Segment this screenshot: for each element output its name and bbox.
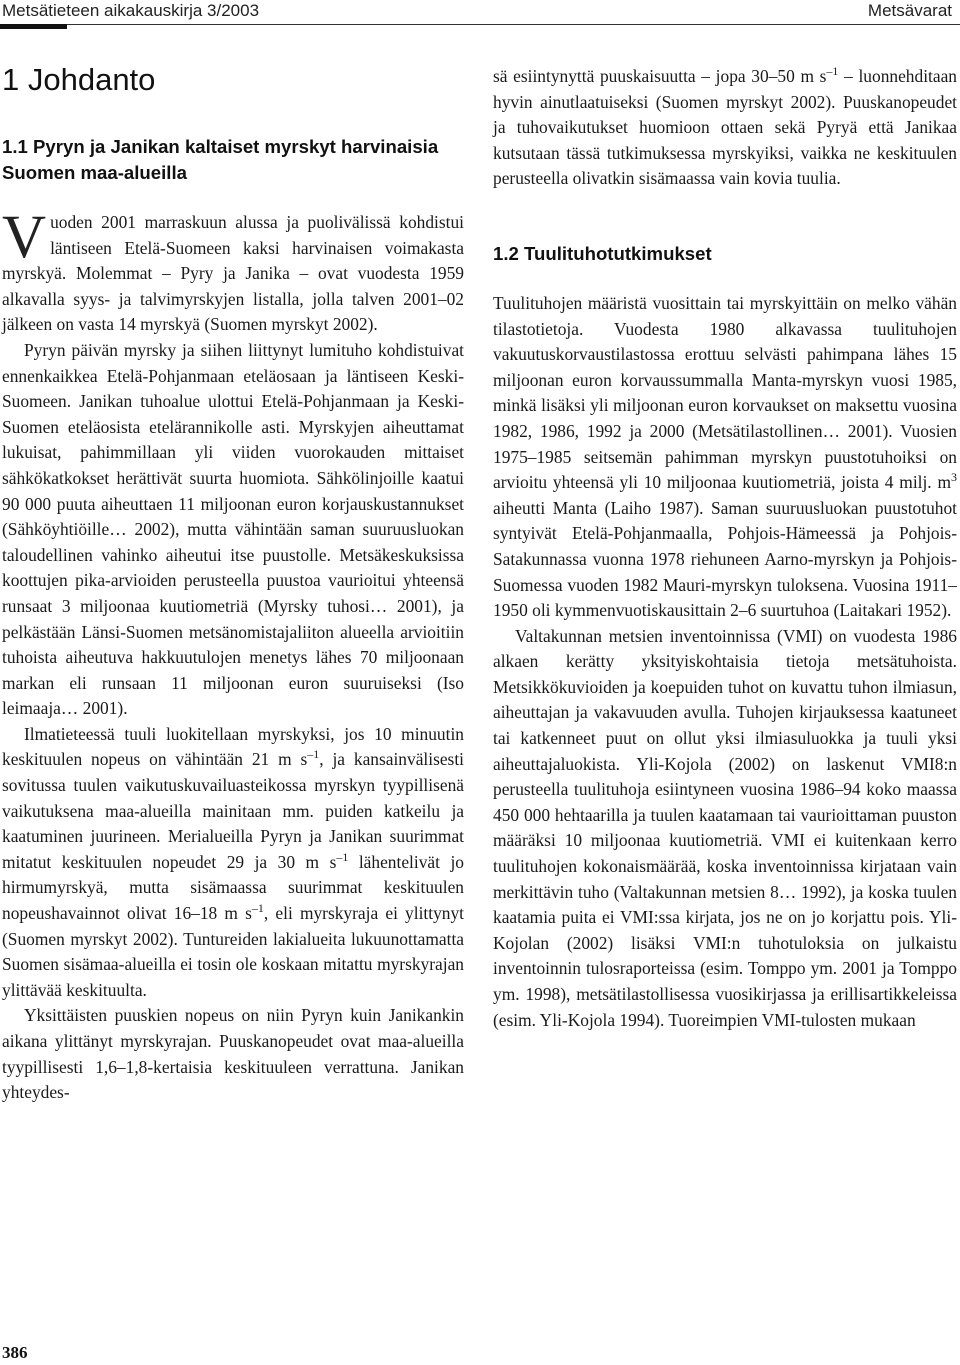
- page-number: 386: [2, 1343, 28, 1362]
- paragraph-3-text-d: , eli myrskyraja ei ylittynyt (Suomen myrskyt 2002). Tuntureiden lakialueita lukuunottamatta Suomen sisämaa-alueilla ei tosin ole koskaan mitattu myrskyrajan ylittävää keskituulta.: [2, 903, 464, 1000]
- paragraph-6-text-b: aiheutti Manta (Laiho 1987). Saman suuruusluokan puustotuhot syntyivät Etelä-Pohjanmaalla, Pohjois-Hämeessä ja Pohjois-Satakunnassa vuonna 1978 riehuneen Aarno-myrskyn ja Pohjois-Suomessa vuoden 1982 Mauri-myrskyn tuloksena. Vuosina 1911–1950 oli kymmenvuotiskausittain 2–6 suurtuhoa (Laitakari 1952).: [493, 497, 957, 621]
- paragraph-6: [493, 291, 957, 624]
- header-rule: [0, 24, 960, 25]
- section-heading-1-2: 1.2 Tuulituhotutkimukset: [493, 242, 712, 264]
- paragraph-1: [2, 204, 464, 338]
- journal-title: Metsätieteen aikakauskirja 3/2003: [2, 1, 260, 20]
- superscript: 3: [951, 470, 957, 485]
- section-title: Metsävarat: [867, 1, 952, 20]
- superscript: –1: [307, 747, 320, 762]
- paragraph-5-text-a: sä esiintynyttä puuskaisuutta – jopa 30–50 m s: [493, 66, 827, 86]
- superscript: –1: [251, 901, 264, 916]
- right-column: [493, 64, 957, 1033]
- superscript: –1: [336, 849, 349, 864]
- paragraph-4: Yksittäisten puuskien nopeus on niin Pyryn kuin Janikankin aikana ylittänyt myrskyrajan. Puuskanopeudet ovat maa-alueilla tyypillisesti 1,6–1,8-kertaisia keskituuleen verrattuna. Janikan yhteydes-: [2, 1005, 464, 1103]
- paragraph-3: [2, 722, 464, 1004]
- paragraph-2: Pyryn päivän myrsky ja siihen liittynyt lumituho kohdistuivat ennenkaikkea Etelä-Pohjanmaan eteläosaan ja läntiseen Keski-Suomeen. Janikan tuhoalue ulottui Etelä-Pohjanmaan ja Keski-Suomen eteläosista etelärannikolle asti. Myrskyjen aiheuttamat lukuisat, pahimmillaan yli viiden vuorokauden mittaiset sähkökatkokset herättivät suurta huomiota. Sähkölinjoille kaatui 90 000 puuta aiheuttaen 11 miljoonan euron korjauskustannukset (Sähköyhtiöille… 2002), mutta vähintään saman suuruusluokan taloudellinen vahinko aiheutui itse puustolle. Metsäkeskuksissa koottujen pika-arvioiden perusteella puustoa vaurioitui yhteensä runsaat 3 miljoonaa kuutiometriä (Myrsky tuhosi… 2001), ja pelkästään Länsi-Suomen metsänomistajaliiton alueella arvioitiin tuhoista aiheutuva hakkuutulojen menetys lähes 70 miljoonaan markan eli runsaan 11 miljoonan euron suuruiseksi (Iso leimaaja… 2001).: [2, 339, 464, 719]
- section-heading-1-1: 1.1 Pyryn ja Janikan kaltaiset myrskyt harvinaisia Suomen maa-alueilla: [2, 136, 439, 183]
- paragraph-5-text-b: – luonnehditaan hyvin ainutlaatuiseksi (Suomen myrskyt 2002). Puuskanopeudet ja tuhovaikutukset huomioon ottaen sekä Pyryä että Janikaa kutsutaan tässä tutkimuksessa myrskyiksi, vaikka ne keskituulen perusteella olivatkin sisämaassa vain kovia tuulia.: [493, 66, 957, 189]
- left-column: [2, 62, 464, 1106]
- chapter-heading: 1 Johdanto: [2, 62, 156, 97]
- paragraph-1-text: uoden 2001 marraskuun alussa ja puolivälissä kohdistui läntiseen Etelä-Suomeen kaksi harvinaisen voimakasta myrskyä. Molemmat – Pyry ja Janika – ovat vuodesta 1959 alkavalla syys- ja talvimyrskyjen listalla, jolla talven 2001–02 jälkeen on vasta 14 myrskyä (Suomen myrskyt 2002).: [2, 212, 464, 335]
- paragraph-3-text-b: , ja kansainvälisesti sovitussa tuulen vaikutuskuvailuasteikossa myrskyn tyypillisenä vaikutuksena maa-alueilla mainitaan mm. puiden katkeilu ja kaatuminen juurineen. Merialueilla Pyryn ja Janikan suurimmat mitatut keskituulen nopeudet 29 ja 30 m s: [2, 749, 464, 872]
- paragraph-6-text-a: Tuulituhojen määristä vuosittain tai myrskyittäin on melko vähän tilastotietoja. Vuodesta 1980 alkavassa tuulituhojen vakuutuskorvaustilastossa erottuu selvästi pahimpana lähes 15 miljoonan euron korvaussummalla Manta-myrskyn vuosi 1985, minkä lisäksi yli miljoonan euron korvaukset on maksettu vuosina 1982, 1986, 1992 ja 2000 (Metsätilastollinen… 2001). Vuosien 1975–1985 seitsemän pahimman myrskyn puustotuhoiksi on arvioitu yhteensä yli 10 miljoonaa kuutiometriä, joista 4 milj. m: [493, 292, 957, 493]
- paragraph-7: Valtakunnan metsien inventoinnissa (VMI) on vuodesta 1986 alkaen kerätty yksityiskohtaisia tietoja metsätuhoista. Metsikkökuvioiden ja koepuiden tuhot on kuvattu tuhon ilmiasun, aiheuttajan ja vakavuuden avulla. Tuhojen kirjauksessa kaatuneet tai katkenneet puut on ollut yksi ilmiasuluokka ja tuuli yksi aiheuttajaluokista. Yli-Kojola (2002) on laskenut VMI8:n perusteella tuulituhoja esiintyneen vuosina 1986–94 koko maassa 450 000 hehtaarilla ja tuulen kaatamaan tai vaurioittaman puuston määräksi 10 miljoonaa kuutiometriä. VMI ei kuitenkaan kerro tuulituhojen kokonaismäärää, koska inventoinnissa kirjataan vain merkittävin tuho (Valtakunnan metsien 8… 1992), ja koska tuulen kaatamia puita ei VMI:ssa kirjata, jos ne on jo korjattu pois. Yli-Kojolan (2002) lisäksi VMI:n tuhotuloksia on julkaistu inventoinnin tulosraporteissa (esim. Tomppo ym. 2001 ja Tomppo ym. 1998), metsätilastollisessa vuosikirjassa ja erillisartikkeleissa (esim. Yli-Kojola 1994). Tuoreimpien VMI-tulosten mukaan: [493, 625, 957, 1030]
- paragraph-3-text-c: lähentelivät jo hirmumyrskyä, mutta sisämaassa suurimmat keskituulen nopeushavainnot olivat 16–18 m s: [2, 851, 464, 924]
- paragraph-3-text-a: Ilmatieteessä tuuli luokitellaan myrskyksi, jos 10 minuutin keskituulen nopeus on vähintään 21 m s: [2, 723, 464, 770]
- drop-cap: V: [2, 204, 47, 271]
- superscript: –1: [826, 64, 839, 78]
- paragraph-5: [493, 64, 957, 192]
- header-bar: [0, 24, 67, 29]
